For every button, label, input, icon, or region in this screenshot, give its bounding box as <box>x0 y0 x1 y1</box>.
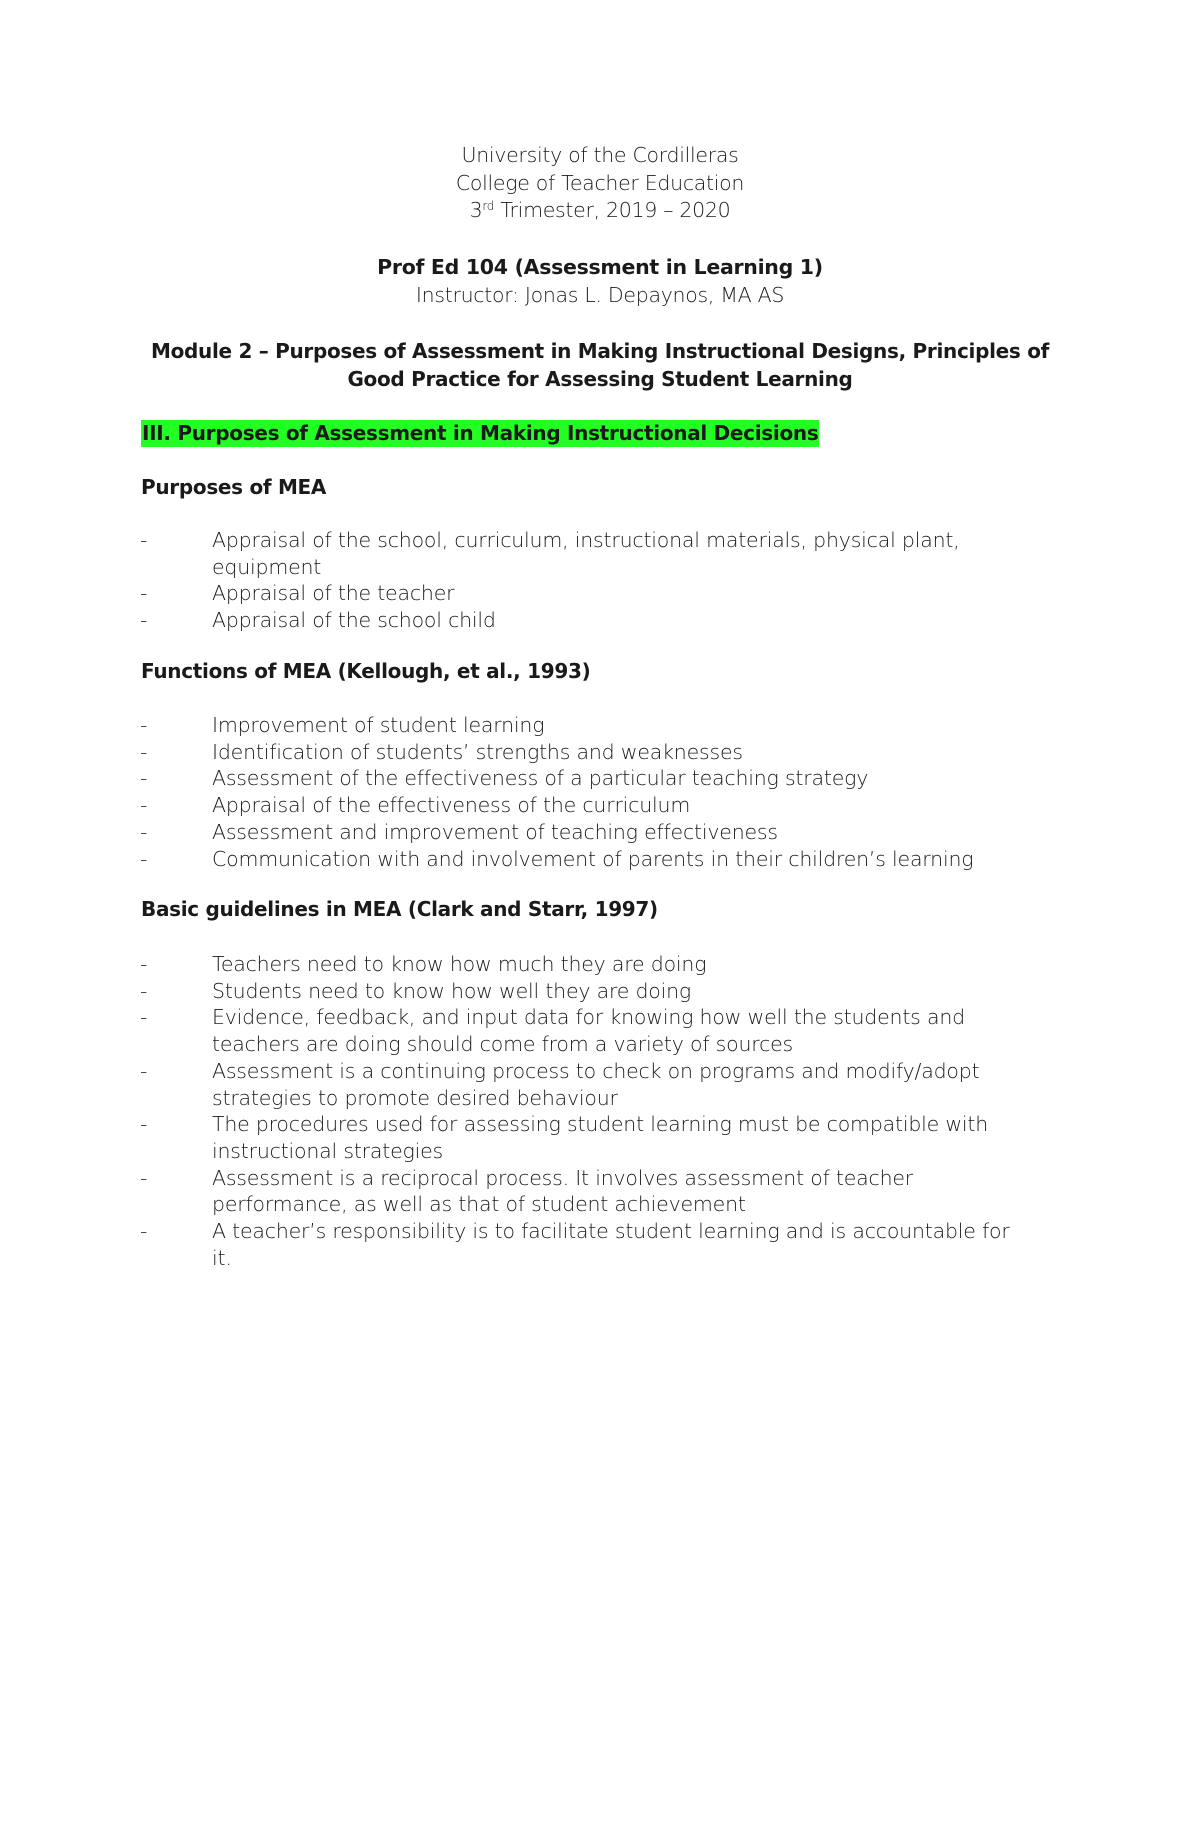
functions-list <box>0 712 1200 872</box>
list-item: - Teachers need to know how much they are doing <box>140 952 707 976</box>
instructor-line: Instructor: Jonas L. Depaynos, MA AS <box>415 282 785 307</box>
list-item: - Identification of students’ strengths and weaknesses <box>140 739 743 764</box>
module-title: Module 2 – Purposes of Assessment in Making Instructional Designs, Principles of Good Practice for Assessing Student Learning <box>150 339 1050 391</box>
university-name: University of the Cordilleras <box>461 143 739 167</box>
list-item: - Evidence, feedback, and input data for knowing how well the students and teachers are doing should come from a variety of sources <box>140 1005 965 1057</box>
list-item: - Appraisal of the effectiveness of the curriculum <box>140 793 691 818</box>
purposes-list <box>0 527 1200 634</box>
list-item: - The procedures used for assessing student learning must be compatible with instructional strategies <box>140 1112 989 1163</box>
functions-heading: Functions of MEA (Kellough, et al., 1993) <box>141 659 591 683</box>
list-item: - Communication with and involvement of parents in their children’s learning <box>140 846 974 871</box>
course-title: Prof Ed 104 (Assessment in Learning 1) <box>377 255 823 279</box>
guidelines-list <box>0 951 1200 1271</box>
list-item: - Appraisal of the school, curriculum, instructional materials, physical plant, equipment <box>140 528 960 579</box>
list-item: - Students need to know how well they are doing <box>140 978 692 1003</box>
purposes-heading: Purposes of MEA <box>141 475 327 499</box>
list-item: - Assessment is a reciprocal process. It involves assessment of teacher performance, as well as that of student achievement <box>140 1165 914 1217</box>
document-header <box>0 142 1200 225</box>
list-item: - Assessment is a continuing process to check on programs and modify/adopt strategies to promote desired behaviour <box>140 1058 980 1110</box>
list-item: - Appraisal of the teacher <box>140 581 455 606</box>
list-item: - Improvement of student learning <box>140 713 545 737</box>
list-item: - Appraisal of the school child <box>140 608 496 633</box>
section-heading-highlighted: III. Purposes of Assessment in Making Instructional Decisions <box>142 421 819 445</box>
course-info <box>0 254 1200 309</box>
list-item: - Assessment of the effectiveness of a particular teaching strategy <box>140 766 869 791</box>
term-line: 3rd Trimester, 2019 – 2020 <box>469 198 731 222</box>
list-item: - Assessment and improvement of teaching effectiveness <box>140 819 778 844</box>
list-item: - A teacher’s responsibility is to facilitate student learning and is accountable for it. <box>140 1219 1010 1270</box>
college-name: College of Teacher Education <box>455 170 745 195</box>
guidelines-heading: Basic guidelines in MEA (Clark and Starr, 1997) <box>141 897 658 921</box>
